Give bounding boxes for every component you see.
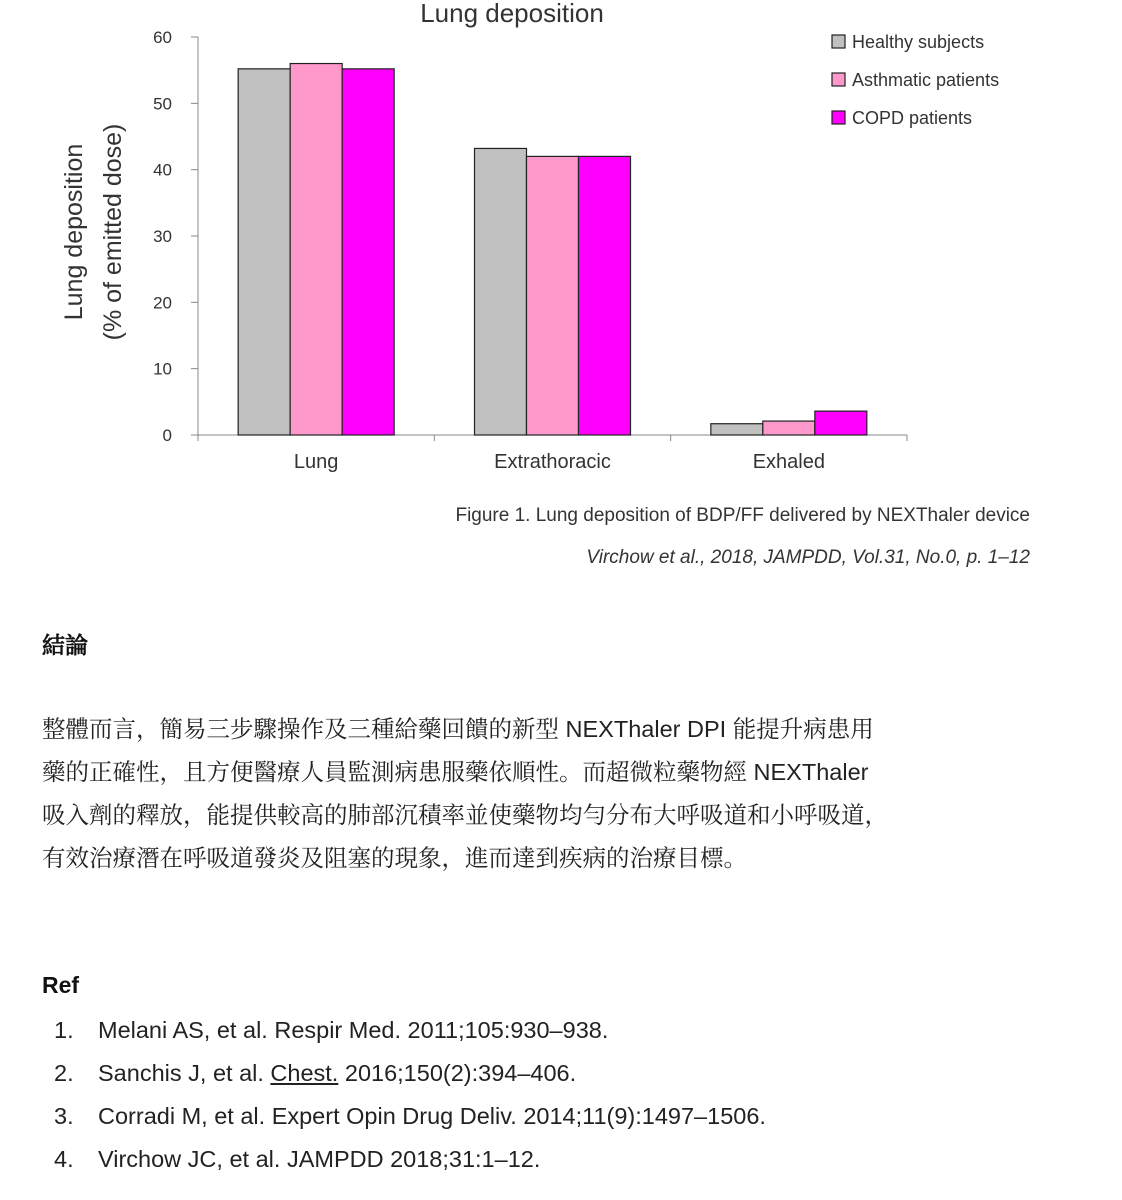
figure-caption: Figure 1. Lung deposition of BDP/FF delivered by NEXThaler device: [455, 505, 1030, 526]
bar: [711, 424, 763, 435]
bar: [527, 156, 579, 435]
reference-number: 1.: [54, 1017, 74, 1043]
conclusion-line: 吸入劑的釋放，能提供較高的肺部沉積率並使藥物均勻分布大呼吸道和小呼吸道，: [42, 802, 888, 828]
reference-text: [98, 1055, 576, 1091]
bar: [763, 421, 815, 435]
bar: [342, 69, 394, 435]
conclusion-line: 有效治療潛在呼吸道發炎及阻塞的現象，進而達到疾病的治療目標。: [42, 845, 747, 871]
conclusion-line: 整體而言，簡易三步驟操作及三種給藥回饋的新型 NEXThaler DPI 能提升病患用: [42, 716, 874, 742]
figure-source: Virchow et al., 2018, JAMPDD, Vol.31, No.0, p. 1–12: [586, 547, 1030, 568]
y-tick-label: 50: [153, 94, 172, 114]
legend-swatch: [832, 35, 845, 48]
conclusion-line: 藥的正確性，且方便醫療人員監測病患服藥依順性。而超微粒藥物經 NEXThaler: [42, 759, 869, 785]
legend-label: Healthy subjects: [852, 32, 985, 52]
y-tick-label: 0: [162, 426, 172, 445]
lung-deposition-chart: [0, 0, 1122, 480]
x-category-label: Lung: [293, 451, 339, 473]
bar: [475, 148, 527, 435]
reference-number: 4.: [54, 1146, 74, 1172]
y-axis-label-unit: (% of emitted dose): [99, 123, 127, 341]
y-tick-label: 20: [153, 293, 172, 313]
bar: [290, 64, 342, 435]
x-category-label: Extrathoracic: [494, 451, 611, 473]
chart-title: Lung deposition: [420, 0, 604, 28]
y-tick-label: 40: [153, 160, 172, 180]
legend-label: Asthmatic patients: [852, 70, 1000, 90]
conclusion-heading: 結論: [42, 632, 88, 658]
bar: [579, 156, 631, 435]
y-tick-label: 10: [153, 359, 172, 379]
y-tick-label: 60: [153, 28, 172, 47]
y-tick-label: 30: [153, 227, 172, 246]
conclusion-paragraph: [42, 708, 1072, 880]
reference-text-pre: Sanchis J, et al.: [98, 1060, 271, 1086]
reference-text: Melani AS, et al. Respir Med. 2011;105:930–938.: [98, 1017, 609, 1043]
bar: [815, 411, 867, 435]
reference-text: Virchow JC, et al. JAMPDD 2018;31:1–12.: [98, 1146, 541, 1172]
ref-heading: Ref: [42, 972, 80, 998]
legend-swatch: [832, 73, 845, 86]
legend-swatch: [832, 111, 845, 124]
reference-text: Corradi M, et al. Expert Opin Drug Deliv. 2014;11(9):1497–1506.: [98, 1103, 766, 1129]
bar: [238, 69, 290, 435]
y-axis-label: Lung deposition: [60, 143, 88, 321]
legend-label: COPD patients: [852, 108, 973, 128]
x-category-label: Exhaled: [752, 451, 825, 473]
reference-journal-link[interactable]: Chest.: [270, 1060, 339, 1086]
reference-text-post: 2016;150(2):394–406.: [338, 1060, 577, 1086]
reference-number: 3.: [54, 1103, 74, 1129]
reference-number: 2.: [54, 1060, 74, 1086]
